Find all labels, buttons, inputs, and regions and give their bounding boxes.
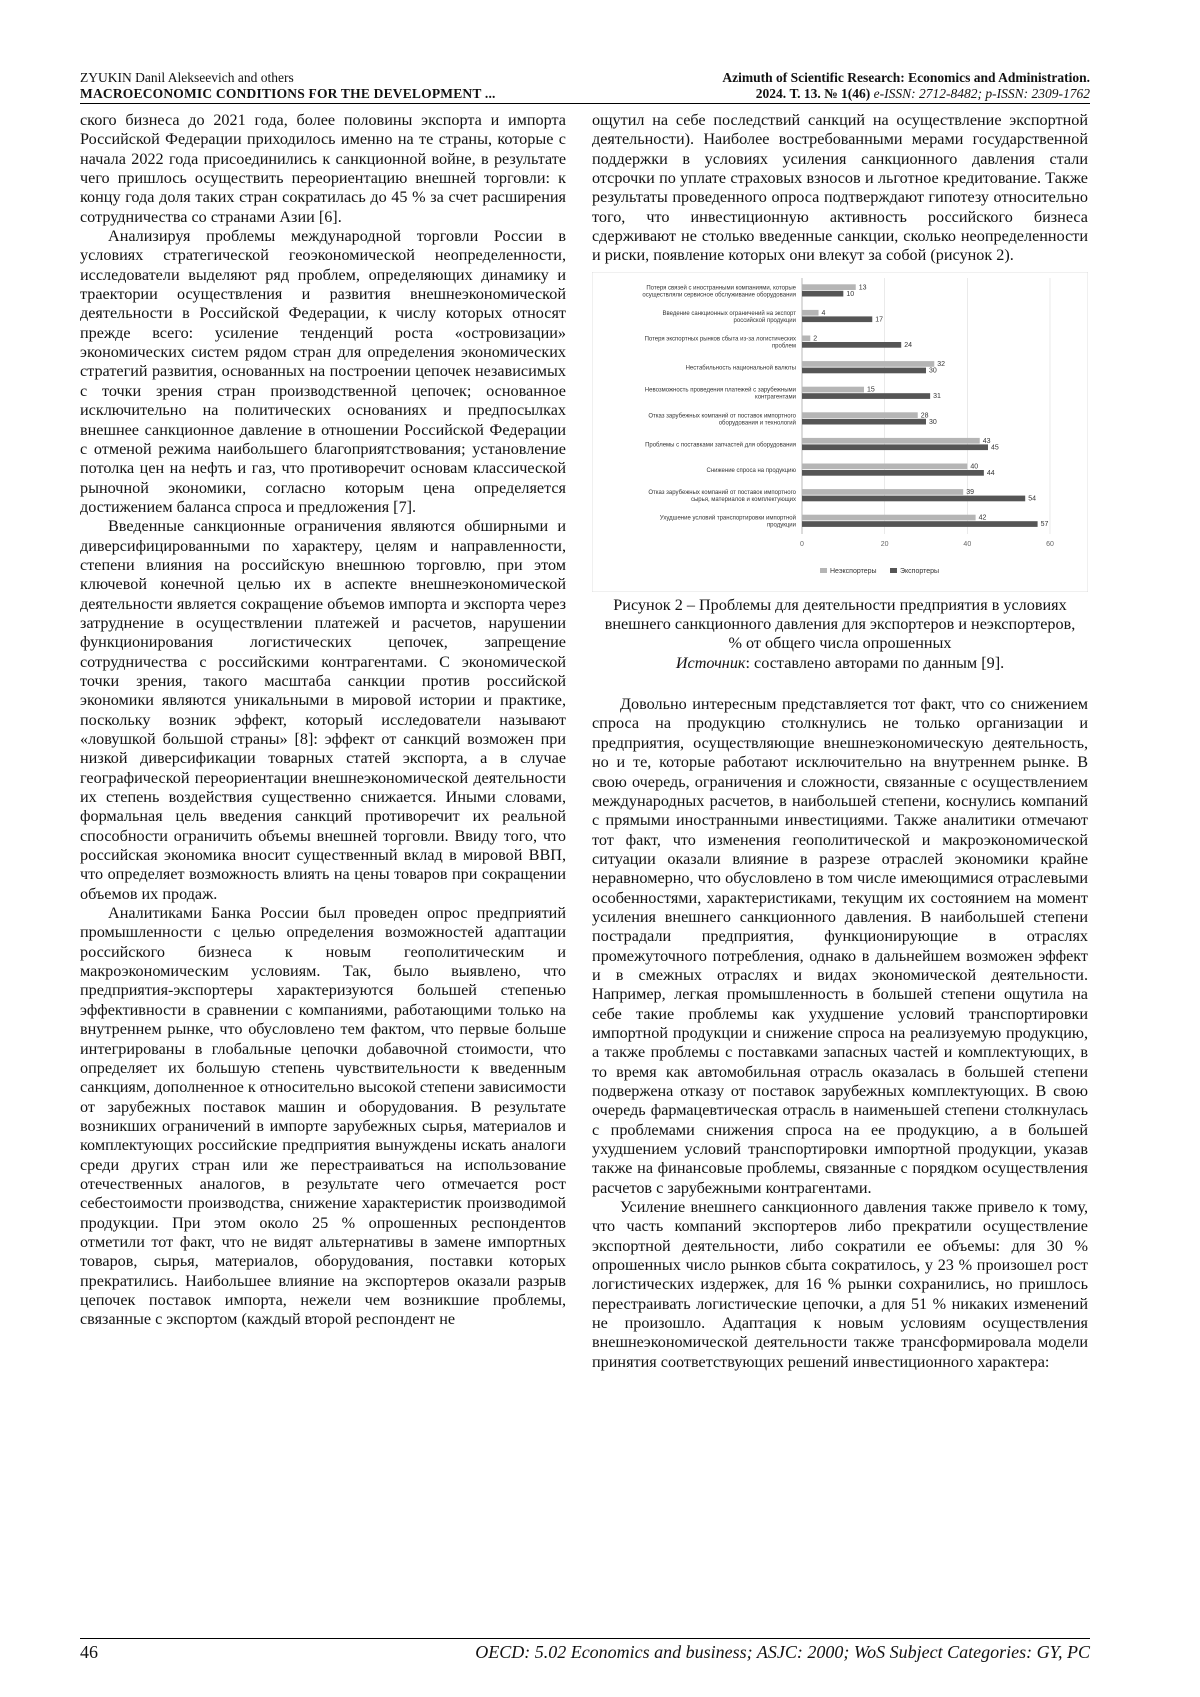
- bar-non-exporters: [802, 284, 856, 290]
- category-label: Потеря связей с иностранными компаниями, которые осуществляли сервисное обслуживание оборудования: [642, 285, 796, 299]
- paragraph: Усиление внешнего санкционного давления также привело к тому, что часть компаний экспортеров либо прекратили осуществление экспортной деятельности, либо сократили ее объемы: для 30 % опрошенных число рынков сбыта сократилось, у 23 % произошел рост логистических издержек, для 16 % рынки сохранились, но пришлось перестраивать логистические цепочки, а для 51 % никаких изменений не произошло. Адаптация к новым условиям осуществления внешнеэкономической деятельности также трансформировала модели принятия соответствующих решений инвестиционного характера:: [592, 1198, 1088, 1371]
- bar-non-exporters: [802, 361, 934, 367]
- bar-exporters: [802, 367, 926, 373]
- data-label: 4: [821, 309, 826, 317]
- paragraph: ощутил на себе последствий санкций на осуществление экспортной деятельности). Наиболее востребованными мерами государственной поддержки в условиях усиления санкционного давления стали отсрочки по уплате страховых взносов и льготное кредитование. Также результаты проведенного опроса подтверждают гипотезу относительно того, что инвестиционную активность российского бизнеса сдерживают не столько введенные санкции, сколько неопределенности и риски, появление которых они влекут за собой (рисунок 2).: [592, 111, 1088, 265]
- bar-exporters: [802, 470, 984, 476]
- category-label: Ухудшение условий транспортировки импортной продукции: [659, 515, 796, 529]
- chart-svg: [592, 272, 1088, 592]
- data-label: 24: [904, 341, 912, 349]
- category-label: Нестабильность национальной валюты: [685, 365, 796, 372]
- header-authors: ZYUKIN Danil Alekseevich and others: [80, 70, 294, 85]
- bar-non-exporters: [802, 386, 864, 392]
- header-issue-line: [570, 86, 1090, 102]
- data-label: 43: [982, 437, 991, 445]
- category-label: Потеря экспортных рынков сбыта из-за логистических проблем: [644, 336, 796, 350]
- legend-swatch: [820, 568, 827, 573]
- data-label: 39: [966, 488, 974, 496]
- legend-swatch: [890, 568, 897, 573]
- category-label: Проблемы с поставками запчастей для оборудования: [645, 442, 796, 449]
- data-label: 13: [858, 284, 867, 292]
- data-label: 31: [933, 392, 941, 400]
- bar-non-exporters: [802, 438, 980, 444]
- data-label: 17: [875, 316, 884, 324]
- bar-non-exporters: [802, 514, 976, 520]
- data-label: 54: [1028, 495, 1036, 503]
- data-label: 40: [970, 463, 979, 471]
- data-label: 15: [867, 386, 875, 394]
- left-column: [80, 111, 566, 1330]
- data-label: 57: [1040, 520, 1049, 528]
- header-short-title: MACROECONOMIC CONDITIONS FOR THE DEVELOPMENT ...: [80, 86, 496, 101]
- category-label: Снижение спроса на продукцию: [706, 467, 796, 474]
- bar-exporters: [802, 316, 872, 322]
- data-label: 30: [929, 367, 937, 375]
- bar-non-exporters: [802, 310, 819, 316]
- footer-classification: OECD: 5.02 Economics and business; ASJC: 2000; WoS Subject Categories: GY, PC: [475, 1642, 1090, 1662]
- running-header-left: [80, 70, 580, 102]
- x-tick-label: 20: [880, 540, 889, 548]
- running-header-right: [570, 70, 1090, 102]
- source-text: : составлено авторами по данным [9].: [745, 653, 1005, 672]
- data-label: 2: [813, 335, 818, 343]
- bar-exporters: [802, 521, 1038, 527]
- data-label: 32: [937, 360, 946, 368]
- paragraph: Довольно интересным представляется тот факт, что со снижением спроса на продукцию столкнулись не только организации и предприятия, осуществляющие внешнеэкономическую деятельность, но и те, которые работают исключительно на внутреннем рынке. В свою очередь, ограничения и сложности, связанные с осуществлением международных расчетов, в наибольшей степени, коснулись компаний с прямыми иностранными инвестициями. Также аналитики отмечают тот факт, что изменения геополитической и макроэкономической ситуации оказали влияние в разрезе отраслей экономики крайне неравномерно, что обусловлено в том числе имеющимися отраслевыми особенностями, характеристиками, текущим их состоянием на момент усиления внешнего санкционного давления. В наибольшей степени пострадали предприятия, функционирующие в отраслях промежуточного потребления, однако в дальнейшем возможен эффект и в смежных отраслях и видах экономической деятельности. Например, легкая промышленность в большей степени ощутила на себе такие проблемы как ухудшение условий транспортировки импортной продукции и снижение спроса на реализуемую продукцию, а также проблемы с поставками запасных частей и комплектующих, в то время как автомобильная отрасль оказалась в большей степени подвержена отказу от поставок зарубежных комплектующих. В свою очередь фармацевтическая отрасль в наименьшей степени столкнулась с проблемами снижения спроса на ее продукцию, а в большей ухудшением условий транспортировки импортной продукции, указав также на финансовые проблемы, связанные с порядком осуществления расчетов с зарубежными контрагентами.: [592, 695, 1088, 1197]
- figure-caption: Рисунок 2 – Проблемы для деятельности предприятия в условиях внешнего санкционного давления для экспортеров и неэкспортеров, % от общего числа опрошенных: [604, 595, 1076, 653]
- footer-rule: [80, 1638, 1090, 1639]
- bar-exporters: [802, 419, 926, 425]
- bar-exporters: [802, 342, 901, 348]
- paragraph: Анализируя проблемы международной торговли России в условиях стратегической геоэкономической неопределенности, исследователи выделяют ряд проблем, определяющих динамику и траектории осуществления и развития внешнеэкономической деятельности в Российской Федерации, к числу которых относят прежде всего: усиление тенденций роста «островизации» экономических систем рядом стран для определения экономических стратегий развития, основанных на построении цепочек независимых с точки зрения стран производственной цепочек; основанное исключительно на политических основаниях и предпосылках внешнее санкционное давление в отношении Российской Федерации с отменой режима наибольшего благоприятствования; установление потолка цен на нефть и газ, что противоречит основам классической рыночной экономики, согласно которым цена определяется достижением баланса спроса и предложения [7].: [80, 227, 566, 516]
- figure-source: [592, 654, 1088, 673]
- bar-chart: [592, 272, 1088, 592]
- bar-exporters: [802, 444, 988, 450]
- category-label: Отказ зарубежных компаний от поставок импортного сырья, материалов и комплектующих: [648, 489, 796, 503]
- data-label: 42: [978, 514, 987, 522]
- legend-label: Экспортеры: [900, 567, 940, 575]
- x-tick-label: 40: [963, 540, 972, 548]
- page-number: 46: [80, 1642, 98, 1662]
- category-label: Невозможность проведения платежей с зарубежными контрагентами: [644, 387, 796, 401]
- paragraph: Введенные санкционные ограничения являются обширными и диверсифицированными по характеру, целям и направленности, степени влияния на российскую внешнюю торговлю, при этом ключевой конечной целью их в аспекте внешнеэкономической деятельности является сокращение объемов импорта и экспорта через затруднение в осуществлении платежей и расчетов, нарушении функционирования логистических цепочек, запрещение сотрудничества с российскими контрагентами. С экономической точки зрения, такого масштаба санкции против российской экономики являются уникальными в мировой истории и практике, поскольку возник эффект, который исследователи называют «ловушкой большой страны» [8]: эффект от санкций возможен при низкой диверсификации товарных статей экспорта, а в случае географической переориентации внешнеэкономической деятельности их степень воздействия существенно снижается. Иными словами, формальная цель введения санкций противоречит их реальной способности ограничить объемы внешней торговли. Ввиду того, что российская экономика вносит существенный вклад в мировой ВВП, что определяет возможность влиять на цены товаров при сокращении объемов их продаж.: [80, 517, 566, 903]
- header-issns: e-ISSN: 2712-8482; p-ISSN: 2309-1762: [873, 86, 1090, 101]
- category-label: Введение санкционных ограничений на экспорт российской продукции: [662, 310, 796, 324]
- data-label: 28: [920, 412, 929, 420]
- x-tick-label: 60: [1046, 540, 1054, 548]
- paragraph: Аналитиками Банка России был проведен опрос предприятий промышленности с целью определения возможностей адаптации российского бизнеса к новым геополитическим и макроэкономическим условиям. Так, было выявлено, что предприятия-экспортеры характеризуются большей степенью эффективности в сравнении с компаниями, работающими только на внутреннем рынке, что обусловлено тем фактом, что первые больше интегрированы в глобальные цепочки добавочной стоимости, что определяет их большую степень чувствительности к введенным санкциям, дополненное к относительно высокой степени зависимости от зарубежных поставок машин и оборудования. В результате возникших ограничений в импорте зарубежных сырья, материалов и комплектующих российские предприятия вынуждены искать аналоги среди других стран или же перестраиваться на использование отечественных аналогов, в результате чего отмечается рост себестоимости производства, снижение характеристик производимой продукции. При этом около 25 % опрошенных респондентов отметили тот факт, что не видят альтернативы в замене импортных товаров, сырья, материалов, оборудования, поставки которых прекратились. Наибольшее влияние на экспортеров оказали разрыв цепочек поставок импорта, нежели чем возникшие проблемы, связанные с экспортом (каждый второй респондент не: [80, 904, 566, 1329]
- category-label: Отказ зарубежных компаний от поставок импортного оборудования и технологий: [648, 413, 796, 427]
- bar-non-exporters: [802, 463, 967, 469]
- header-journal: Azimuth of Scientific Research: Economics and Administration.: [722, 70, 1090, 85]
- data-label: 10: [846, 290, 855, 298]
- right-column: [592, 111, 1088, 1372]
- bar-exporters: [802, 393, 930, 399]
- bar-exporters: [802, 495, 1025, 501]
- x-tick-label: 0: [800, 540, 804, 548]
- bar-exporters: [802, 291, 843, 297]
- header-issue: 2024. Т. 13. № 1(46): [755, 86, 871, 101]
- bar-non-exporters: [802, 412, 918, 418]
- source-label: Источник: [675, 653, 746, 672]
- bar-non-exporters: [802, 489, 963, 495]
- legend-label: Неэкспортеры: [830, 567, 877, 575]
- figure-2: [592, 272, 1088, 673]
- header-rule: [80, 103, 1090, 104]
- data-label: 30: [929, 418, 937, 426]
- bar-non-exporters: [802, 335, 810, 341]
- data-label: 44: [986, 469, 995, 477]
- data-label: 45: [991, 444, 999, 452]
- paragraph: ского бизнеса до 2021 года, более половины экспорта и импорта Российской Федерации приходилось именно на те страны, которые с начала 2022 года присоединились к санкционной войне, в результате чего пришлось осуществить переориентацию внешней торговли: к концу года доля таких стран сократилась до 45 % за счет расширения сотрудничества со странами Азии [6].: [80, 111, 566, 226]
